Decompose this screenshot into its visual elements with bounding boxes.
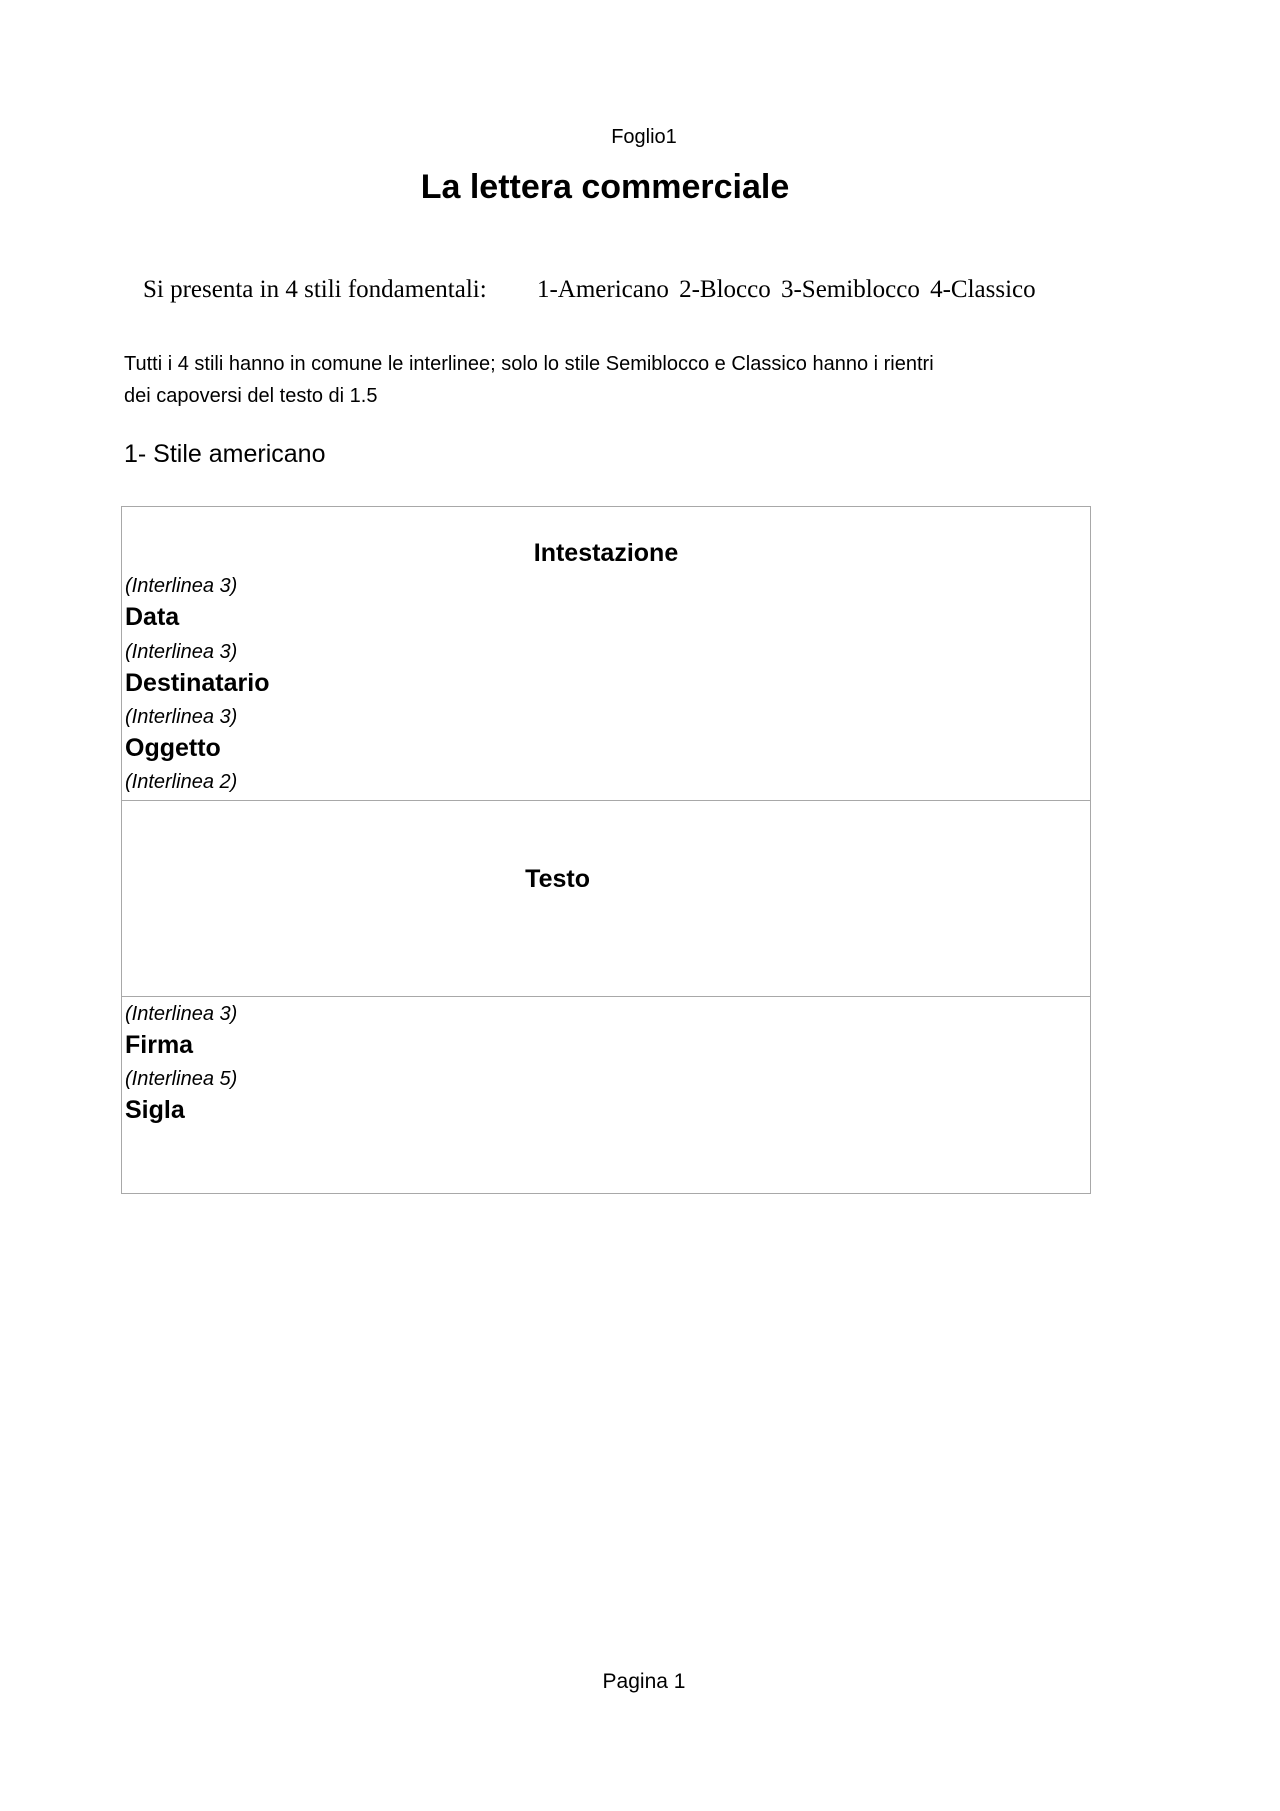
field-sigla: Sigla: [125, 1096, 185, 1124]
page-number: Pagina 1: [602, 1670, 686, 1693]
styles-intro-label: Si presenta in 4 stili fondamentali:: [143, 276, 487, 303]
body-title: Testo: [525, 865, 590, 893]
spacing-note: (Interlinea 3): [125, 706, 238, 728]
section-heading: 1- Stile americano: [124, 440, 326, 468]
common-note-line-2: dei capoversi del testo di 1.5: [124, 385, 378, 407]
letter-layout-box: [121, 506, 1091, 1194]
styles-list: 1-Americano 2-Blocco 3-Semiblocco 4-Classico: [536, 276, 1036, 303]
letter-header-section: [122, 507, 1090, 801]
styles-intro: [143, 276, 1036, 304]
letter-footer-section: [122, 997, 1090, 1193]
spacing-note: (Interlinea 3): [125, 641, 238, 663]
field-oggetto: Oggetto: [125, 734, 221, 762]
sheet-name: Foglio1: [611, 126, 677, 148]
field-destinatario: Destinatario: [125, 669, 270, 697]
header-title: Intestazione: [533, 539, 679, 567]
spacing-note: (Interlinea 5): [125, 1068, 238, 1090]
document-title: La lettera commerciale: [420, 168, 790, 206]
common-spacing-note: [124, 348, 1044, 412]
spacing-note: (Interlinea 3): [125, 575, 238, 597]
common-note-line-1: Tutti i 4 stili hanno in comune le interlinee; solo lo stile Semiblocco e Classico hanno i rientri: [124, 353, 934, 375]
letter-body-section: [122, 801, 1090, 997]
spacing-note: (Interlinea 2): [125, 771, 238, 793]
field-firma: Firma: [125, 1031, 194, 1059]
spacing-note: (Interlinea 3): [125, 1003, 238, 1025]
field-data: Data: [125, 603, 180, 631]
